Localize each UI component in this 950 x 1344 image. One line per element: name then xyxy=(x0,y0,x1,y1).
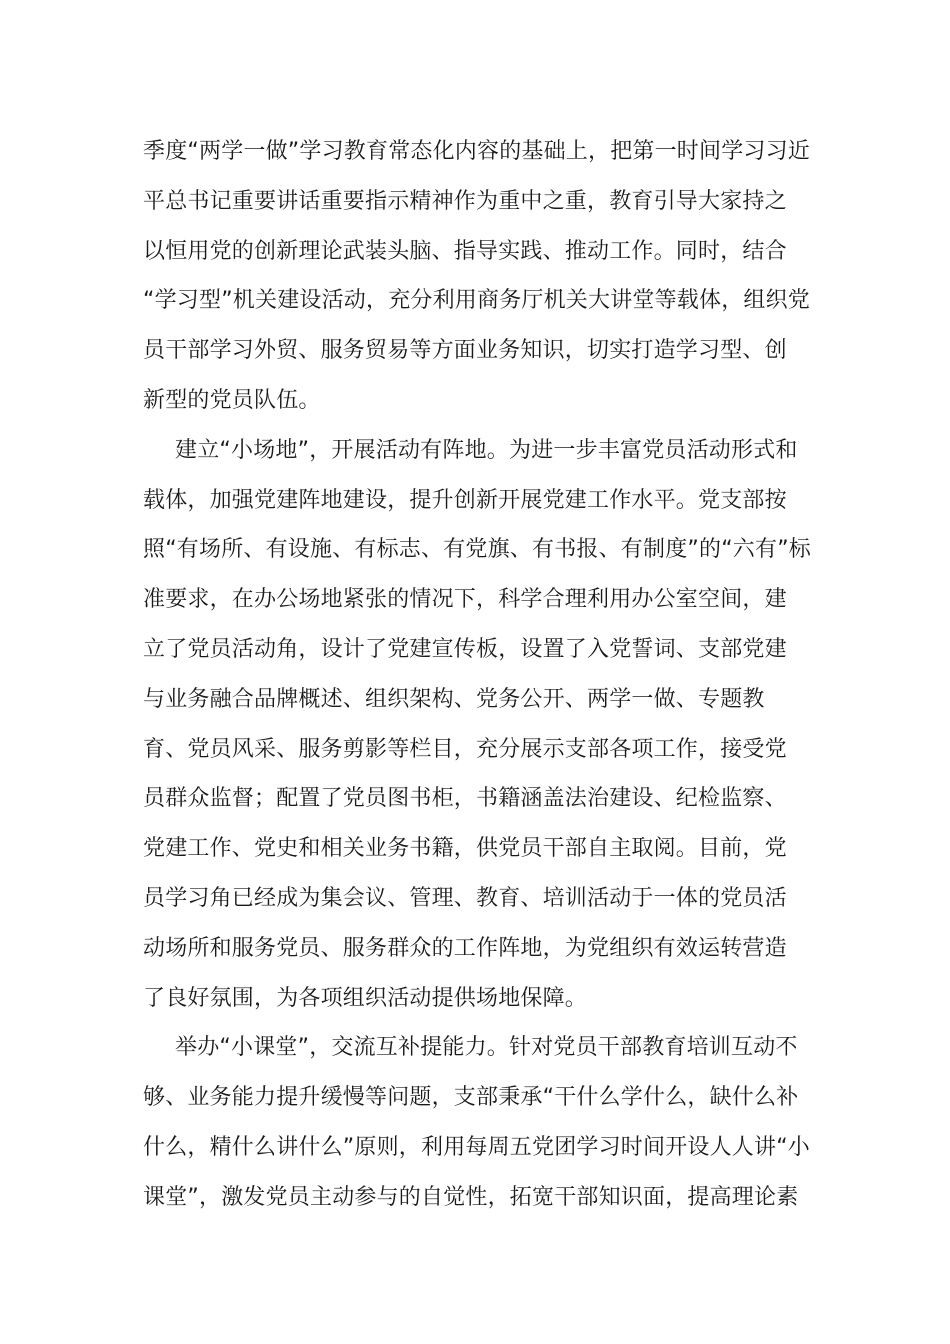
text-line: 载体，加强党建阵地建设，提升创新开展党建工作水平。党支部按 xyxy=(143,487,787,513)
text-line: 够、业务能力提升缓慢等问题，支部秉承“干什么学什么，缺什么补 xyxy=(143,1085,799,1111)
text-line: 什么，精什么讲什么”原则，利用每周五党团学习时间开设人人讲“小 xyxy=(143,1134,810,1160)
text-line: 准要求，在办公场地紧张的情况下，科学合理利用办公室空间，建 xyxy=(143,587,787,613)
text-line: 员群众监督；配置了党员图书柜，书籍涵盖法治建设、纪检监察、 xyxy=(143,786,787,812)
text-line: “学习型”机关建设活动，充分利用商务厅机关大讲堂等载体，组织党 xyxy=(143,288,810,314)
text-line: 举办“小课堂”，交流互补提能力。针对党员干部教育培训互动不 xyxy=(175,1035,798,1061)
text-line: 与业务融合品牌概述、组织架构、党务公开、两学一做、专题教 xyxy=(143,686,765,712)
paragraph-small-venue xyxy=(143,426,811,1024)
text-line: 员学习角已经成为集会议、管理、教育、培训活动于一体的党员活 xyxy=(143,885,787,911)
text-line: 育、党员风采、服务剪影等栏目，充分展示支部各项工作，接受党 xyxy=(143,736,787,762)
text-line: 党建工作、党史和相关业务书籍，供党员干部自主取阅。目前，党 xyxy=(143,836,787,862)
text-line: 季度“两学一做”学习教育常态化内容的基础上，把第一时间学习习近 xyxy=(143,139,810,164)
paragraph-continuation xyxy=(143,127,810,426)
paragraph-small-classroom xyxy=(143,1023,810,1222)
text-line: 新型的党员队伍。 xyxy=(143,387,321,413)
text-line: 动场所和服务党员、服务群众的工作阵地，为党组织有效运转营造 xyxy=(143,935,787,961)
text-line: 平总书记重要讲话重要指示精神作为重中之重，教育引导大家持之 xyxy=(143,188,787,214)
text-line: 了良好氛围，为各项组织活动提供场地保障。 xyxy=(143,985,588,1011)
text-line: 立了党员活动角，设计了党建宣传板，设置了入党誓词、支部党建 xyxy=(143,636,787,662)
text-line: 以恒用党的创新理论武装头脑、指导实践、推动工作。同时，结合 xyxy=(143,238,787,264)
text-line: 建立“小场地”，开展活动有阵地。为进一步丰富党员活动形式和 xyxy=(175,437,798,463)
text-line: 课堂”，激发党员主动参与的自觉性，拓宽干部知识面，提高理论素 xyxy=(143,1184,799,1210)
text-line: 员干部学习外贸、服务贸易等方面业务知识，切实打造学习型、创 xyxy=(143,338,787,364)
document-body xyxy=(143,127,811,1223)
text-line: 照“有场所、有设施、有标志、有党旗、有书报、有制度”的“六有”标 xyxy=(143,537,811,563)
